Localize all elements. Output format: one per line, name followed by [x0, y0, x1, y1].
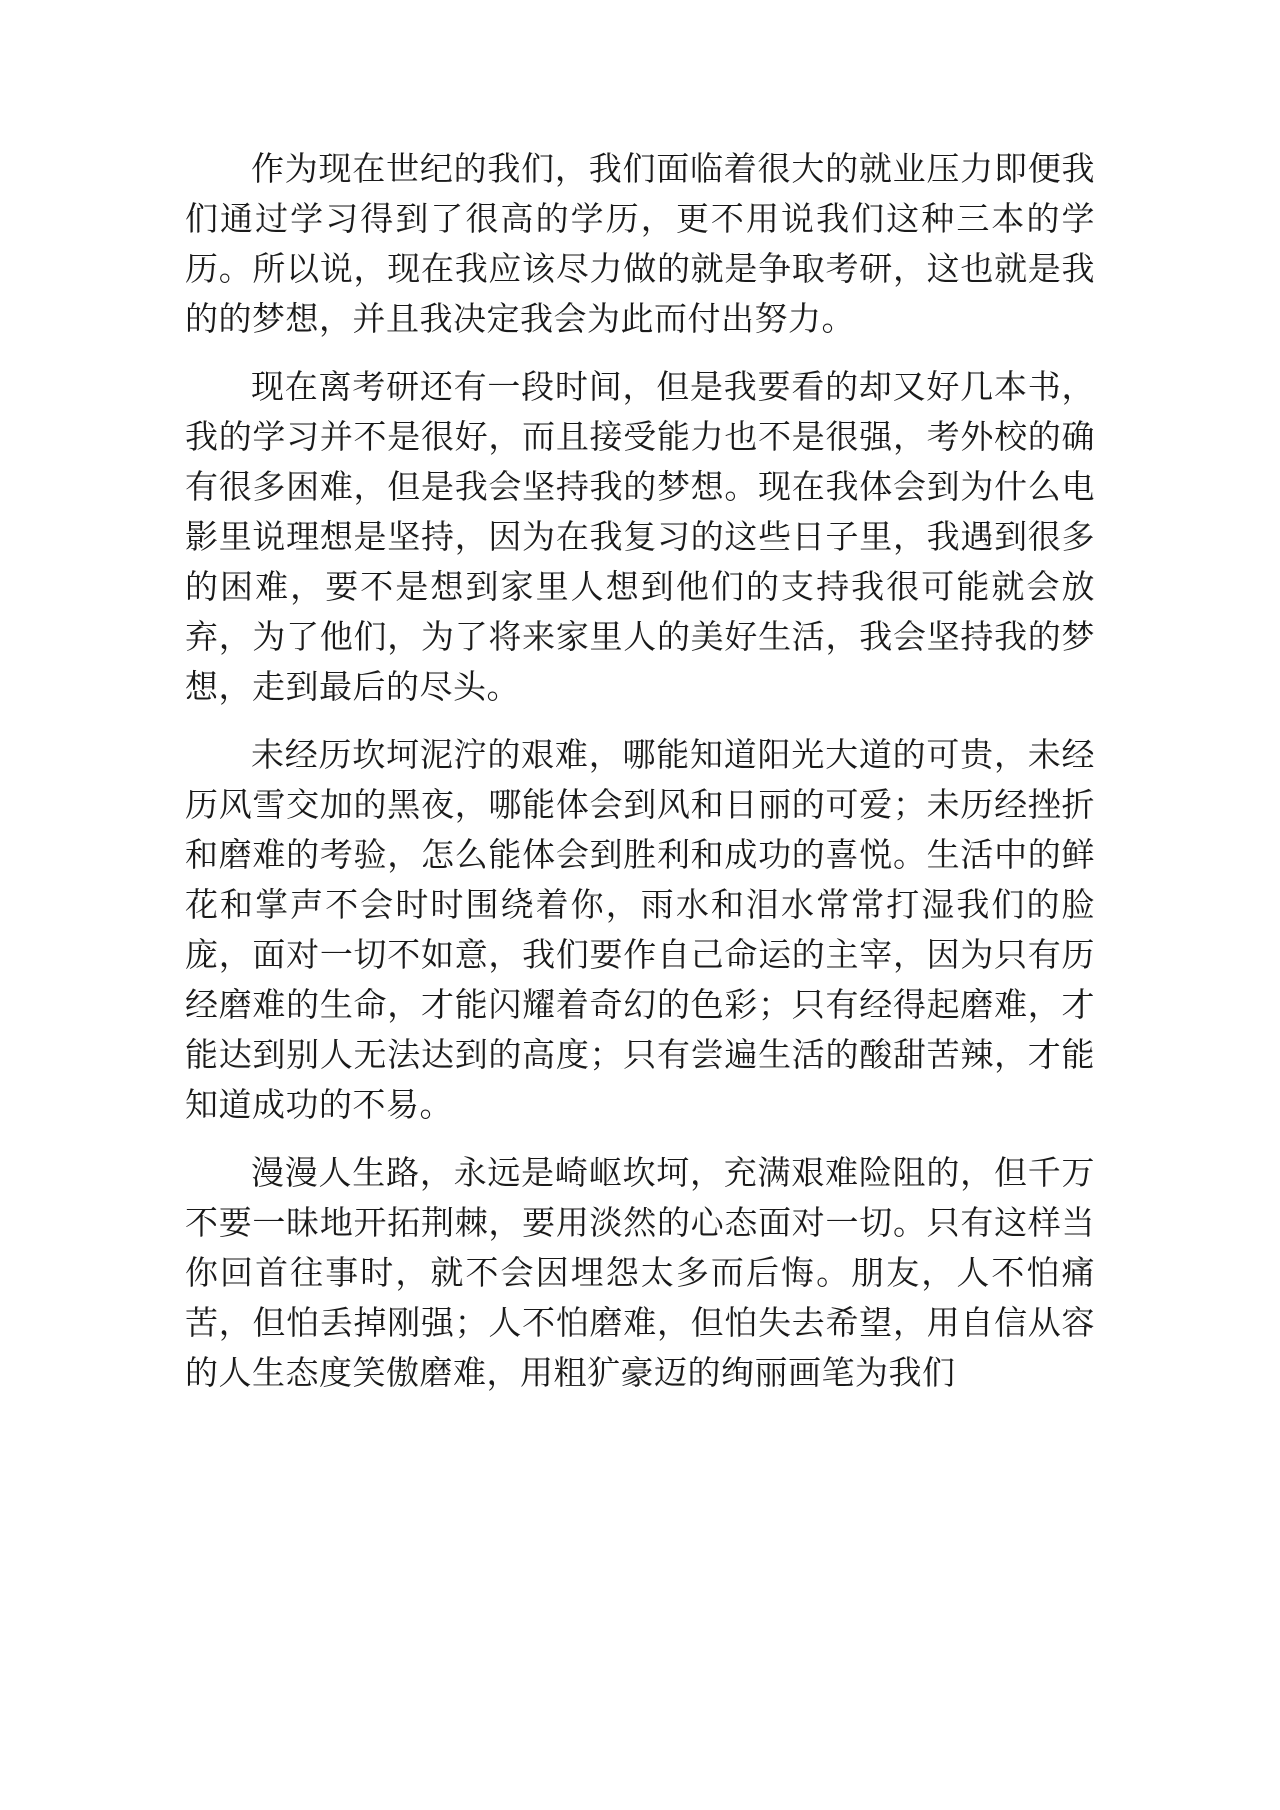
paragraph-4: 漫漫人生路，永远是崎岖坎坷，充满艰难险阻的，但千万不要一昧地开拓荆棘，要用淡然的心态面对一切。只有这样当你回首往事时，就不会因埋怨太多而后悔。朋友，人不怕痛苦，但怕丢掉刚强；人不怕磨难，但怕失去希望，用自信从容的人生态度笑傲磨难，用粗犷豪迈的绚丽画笔为我们 [185, 1153, 1095, 1392]
paragraph-2: 现在离考研还有一段时间，但是我要看的却又好几本书，我的学习并不是很好，而且接受能力也不是很强，考外校的确有很多困难，但是我会坚持我的梦想。现在我体会到为什么电影里说理想是坚持，因为在我复习的这些日子里，我遇到很多的困难，要不是想到家里人想到他们的支持我很可能就会放弃，为了他们，为了将来家里人的美好生活，我会坚持我的梦想，走到最后的尽头。 [185, 367, 1095, 706]
document-body [185, 144, 1095, 1416]
paragraph-3: 未经历坎坷泥泞的艰难，哪能知道阳光大道的可贵，未经历风雪交加的黑夜，哪能体会到风和日丽的可爱；未历经挫折和磨难的考验，怎么能体会到胜利和成功的喜悦。生活中的鲜花和掌声不会时时围绕着你，雨水和泪水常常打湿我们的脸庞，面对一切不如意，我们要作自己命运的主宰，因为只有历经磨难的生命，才能闪耀着奇幻的色彩；只有经得起磨难，才能达到别人无法达到的高度；只有尝遍生活的酸甜苦辣，才能知道成功的不易。 [185, 735, 1095, 1124]
paragraph-1: 作为现在世纪的我们，我们面临着很大的就业压力即便我们通过学习得到了很高的学历，更不用说我们这种三本的学历。所以说，现在我应该尽力做的就是争取考研，这也就是我的的梦想，并且我决定我会为此而付出努力。 [185, 149, 1095, 338]
